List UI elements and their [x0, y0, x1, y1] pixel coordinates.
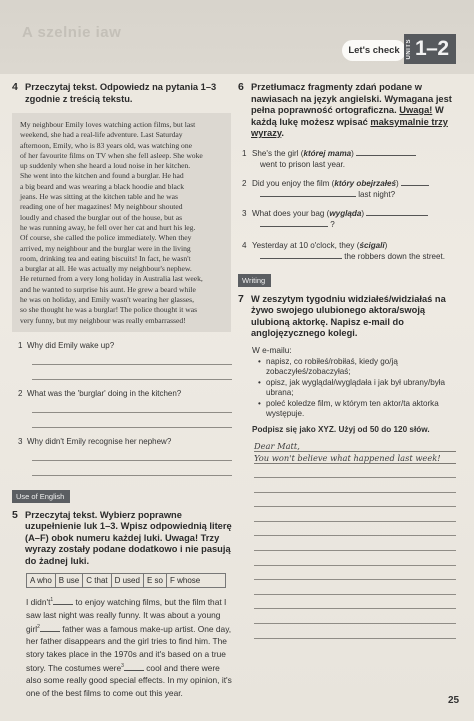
story-line: he was running away, he fell over her cat and hurt his leg.	[20, 222, 196, 232]
gap-number: 1	[50, 597, 54, 604]
story-line: and he wanted to surprise his aunt. He grew a beard while	[20, 284, 196, 294]
story-line: of her favourite films on TV when she fell asleep. She woke	[20, 150, 203, 160]
translation-blank[interactable]	[366, 208, 428, 216]
question-3	[12, 437, 234, 446]
item-text: )	[351, 148, 354, 158]
item-continuation: the robbers down the street.	[344, 251, 446, 261]
answer-line[interactable]	[32, 475, 232, 476]
question-text: Why did Emily wake up?	[27, 340, 115, 350]
story-line: loudly and chased the burglar out of the house, but as	[20, 212, 183, 222]
writing-tag: Writing	[238, 274, 271, 287]
translation-item-1	[238, 148, 460, 159]
item-number: 3	[242, 208, 247, 218]
task-4-heading	[12, 82, 234, 105]
writing-line[interactable]	[254, 565, 456, 566]
task-7-heading	[238, 294, 460, 340]
page-number: 25	[448, 695, 460, 706]
writing-line[interactable]	[254, 521, 456, 522]
writing-line[interactable]	[254, 535, 456, 536]
units-label: UNITS	[406, 38, 412, 60]
faded-header-text: A szelnie iaw	[22, 24, 122, 41]
story-line: room, drinking tea and eating biscuits! In fact, he wasn't	[20, 253, 191, 263]
polish-hint: który obejrzałeś	[334, 178, 396, 188]
story-line: Of course, she called the police immediately. When they	[20, 233, 192, 243]
translation-blank[interactable]	[356, 148, 416, 156]
writing-line[interactable]	[254, 579, 456, 580]
story-line: a big beard and was wearing a black hoodie and black	[20, 181, 185, 191]
task-4-instruction: Przeczytaj tekst. Odpowiedz na pytania 1–3 zgodnie z treścią tekstu.	[25, 82, 217, 104]
item-continuation: last night?	[358, 189, 396, 199]
item-continuation-row	[260, 189, 460, 200]
task-5-number: 5	[12, 508, 18, 521]
story-line: very funny, but my neighbour was really embarrassed!	[20, 315, 186, 325]
right-column	[238, 82, 460, 639]
story-line: She went into the kitchen and found a burglar. He had	[20, 171, 184, 181]
item-number: 4	[242, 240, 247, 250]
units-number: 1–2	[415, 37, 449, 60]
writing-line[interactable]	[254, 477, 456, 478]
item-continuation: went to prison last year.	[260, 159, 346, 169]
writing-line[interactable]	[254, 623, 456, 624]
cloze-part: to enjoy watching films, but the film that I saw last night was really funny. It was about a young girl	[26, 597, 227, 634]
option-b: B use	[56, 574, 83, 587]
story-line: My neighbour Emily loves watching action films, but last	[20, 120, 196, 129]
translation-item-2	[238, 178, 460, 189]
option-d: D used	[112, 574, 144, 587]
item-text: What does your bag (	[252, 208, 330, 218]
task-6-number: 6	[238, 81, 244, 93]
writing-line[interactable]	[254, 506, 456, 507]
writing-line[interactable]	[254, 550, 456, 551]
task-7-instruction: W zeszytym tygodniu widziałeś/widziałaś na żywo swojego ulubionego aktora/swoją ulubioną aktorkę. Napisz e-mail do anglojęzycznego kolegi.	[251, 293, 446, 338]
story-line: so she thought he was a burglar! The police thought it was	[20, 305, 198, 315]
question-1	[12, 341, 234, 350]
item-text: She's the girl (	[252, 148, 304, 158]
answer-line[interactable]	[32, 427, 232, 428]
question-number: 1	[18, 340, 23, 350]
task-4-number: 4	[12, 81, 18, 93]
bullet-icon: •	[258, 398, 261, 408]
translation-item-4	[238, 240, 460, 251]
gap-2[interactable]	[40, 624, 60, 632]
translation-item-3	[238, 208, 460, 219]
story-line: He returned from a very long holiday in Australia last week,	[20, 274, 203, 284]
option-a: A who	[27, 574, 56, 587]
item-text: )	[361, 208, 365, 218]
task-6-heading	[238, 82, 460, 140]
item-text: )	[384, 240, 388, 250]
cloze-part: father was a famous make-up artist. One day, her father disappears and the girl tries to find him. The story takes place in the 1970s and it's based on a true story. The costumes were	[26, 623, 232, 673]
writing-line[interactable]	[254, 594, 456, 595]
bullet-icon: •	[258, 377, 261, 387]
cloze-part: I didn't	[26, 597, 51, 608]
answer-line[interactable]	[32, 412, 232, 413]
item-body	[252, 178, 460, 189]
gap-3[interactable]	[124, 663, 144, 671]
gap-1[interactable]	[53, 597, 73, 605]
item-text: Did you enjoy the film (	[252, 178, 335, 188]
handwritten-line[interactable]: You won't believe what happened last week!	[254, 452, 456, 464]
item-body	[252, 208, 460, 219]
story-line: reading one of her magazines! My neighbour shouted	[20, 202, 183, 212]
question-number: 2	[18, 388, 23, 398]
task-5-instruction: Przeczytaj tekst. Wybierz poprawne uzupełnienie luk 1–3. Wpisz odpowiednią literę (A–F) obok numeru każdej luki. Uwaga! Trzy wyrazy zostały podane dodatkowo i nie pasują do żadnej luki.	[25, 509, 232, 566]
units-badge	[404, 34, 456, 64]
task-6-instruction: Przetłumacz fragmenty zdań podane w nawiasach na język angielski. Wymagana jest pełna poprawność ortograficzna. Uwaga! W każdą lukę możesz wpisać maksymalnie trzy wyrazy.	[251, 82, 452, 138]
story-line: jeans. He was sitting at the kitchen table and he was	[20, 192, 178, 202]
item-text: Yesterday at 10 o'clock, they (	[252, 240, 360, 250]
translation-blank[interactable]	[260, 219, 328, 227]
answer-line[interactable]	[32, 364, 232, 365]
story-line: a burglar at all. He was actually my neighbour's nephew.	[20, 264, 192, 274]
question-text: What was the 'burglar' doing in the kitchen?	[27, 388, 182, 398]
option-f: F whose	[169, 576, 201, 586]
translation-blank[interactable]	[260, 189, 356, 197]
story-line: he was on holiday, and Emily wasn't wearing her glasses,	[20, 295, 195, 305]
item-text: )	[395, 178, 399, 188]
translation-blank[interactable]	[401, 178, 429, 186]
bullet-icon: •	[258, 356, 261, 366]
story-line: arrived, my neighbour and the burglar were in the living	[20, 243, 191, 253]
option-box	[26, 573, 226, 588]
item-continuation: ?	[330, 219, 335, 229]
writing-line[interactable]	[254, 492, 456, 493]
answer-line[interactable]	[32, 379, 232, 380]
option-e: E so	[144, 574, 167, 587]
requirement-item	[258, 399, 460, 420]
lets-check-label: Let's check	[342, 40, 406, 61]
signature-instruction: Podpisz się jako XYZ. Użyj od 50 do 120 słów.	[252, 424, 430, 434]
question-2	[12, 389, 234, 398]
uwaga-text: Uwaga!	[399, 105, 433, 115]
item-number: 1	[242, 148, 247, 158]
instruction-part: W każdą lukę możesz wpisać	[251, 105, 444, 127]
cloze-part: cool and there were also some really good special effects. In my opinion, it's one of the best films to come out this year.	[26, 662, 232, 698]
story-line: weekend, she had a real-life adventure. Last Saturday	[20, 130, 183, 140]
left-column	[12, 82, 234, 699]
task-5-heading	[12, 510, 234, 568]
gap-number: 2	[37, 624, 40, 631]
question-number: 3	[18, 436, 23, 446]
writing-line[interactable]	[254, 608, 456, 609]
polish-hint: ścigali	[359, 240, 385, 250]
instruction-part: Przetłumacz fragmenty zdań podane w nawiasach na język angielski. Wymagana jest pełna poprawność ortograficzna.	[251, 82, 452, 115]
cloze-text	[26, 594, 236, 699]
max-words-text: maksymalnie trzy wyrazy	[251, 116, 448, 138]
item-continuation-row	[260, 251, 460, 262]
email-requirements-heading: W e-mailu:	[252, 344, 292, 355]
requirement-text: opisz, jak wyglądał/wyglądała i jak był ubrany/była ubrana;	[266, 377, 446, 397]
requirement-text: poleć koledze film, w którym ten aktor/ta aktorka występuje.	[266, 398, 439, 418]
requirement-item	[258, 378, 460, 399]
polish-hint: której mama	[303, 148, 352, 158]
item-continuation-row	[260, 219, 460, 230]
story-line: afternoon, Emily, who is 83 years old, was watching one	[20, 140, 193, 150]
translation-blank[interactable]	[260, 251, 342, 259]
question-text: Why didn't Emily recognise her nephew?	[27, 436, 172, 446]
requirements-list	[258, 357, 460, 420]
item-body	[252, 148, 460, 159]
story-line: up suddenly when she heard a loud noise in her kitchen.	[20, 161, 191, 171]
handwritten-greeting[interactable]: Dear Matt,	[254, 440, 456, 452]
gap-number: 3	[121, 663, 124, 670]
answer-line[interactable]	[32, 460, 232, 461]
requirement-item	[258, 357, 460, 378]
requirement-text: napisz, co robiłeś/robiłaś, kiedy go/ją zobaczyłeś/zobaczyłaś;	[266, 356, 398, 376]
polish-hint: wygląda	[329, 208, 362, 218]
item-number: 2	[242, 178, 247, 188]
option-c: C that	[83, 574, 111, 587]
reading-text-box	[12, 113, 231, 332]
use-of-english-tag: Use of English	[12, 490, 70, 503]
task-7-number: 7	[238, 292, 244, 305]
item-body	[252, 240, 460, 251]
writing-line[interactable]	[254, 638, 456, 639]
